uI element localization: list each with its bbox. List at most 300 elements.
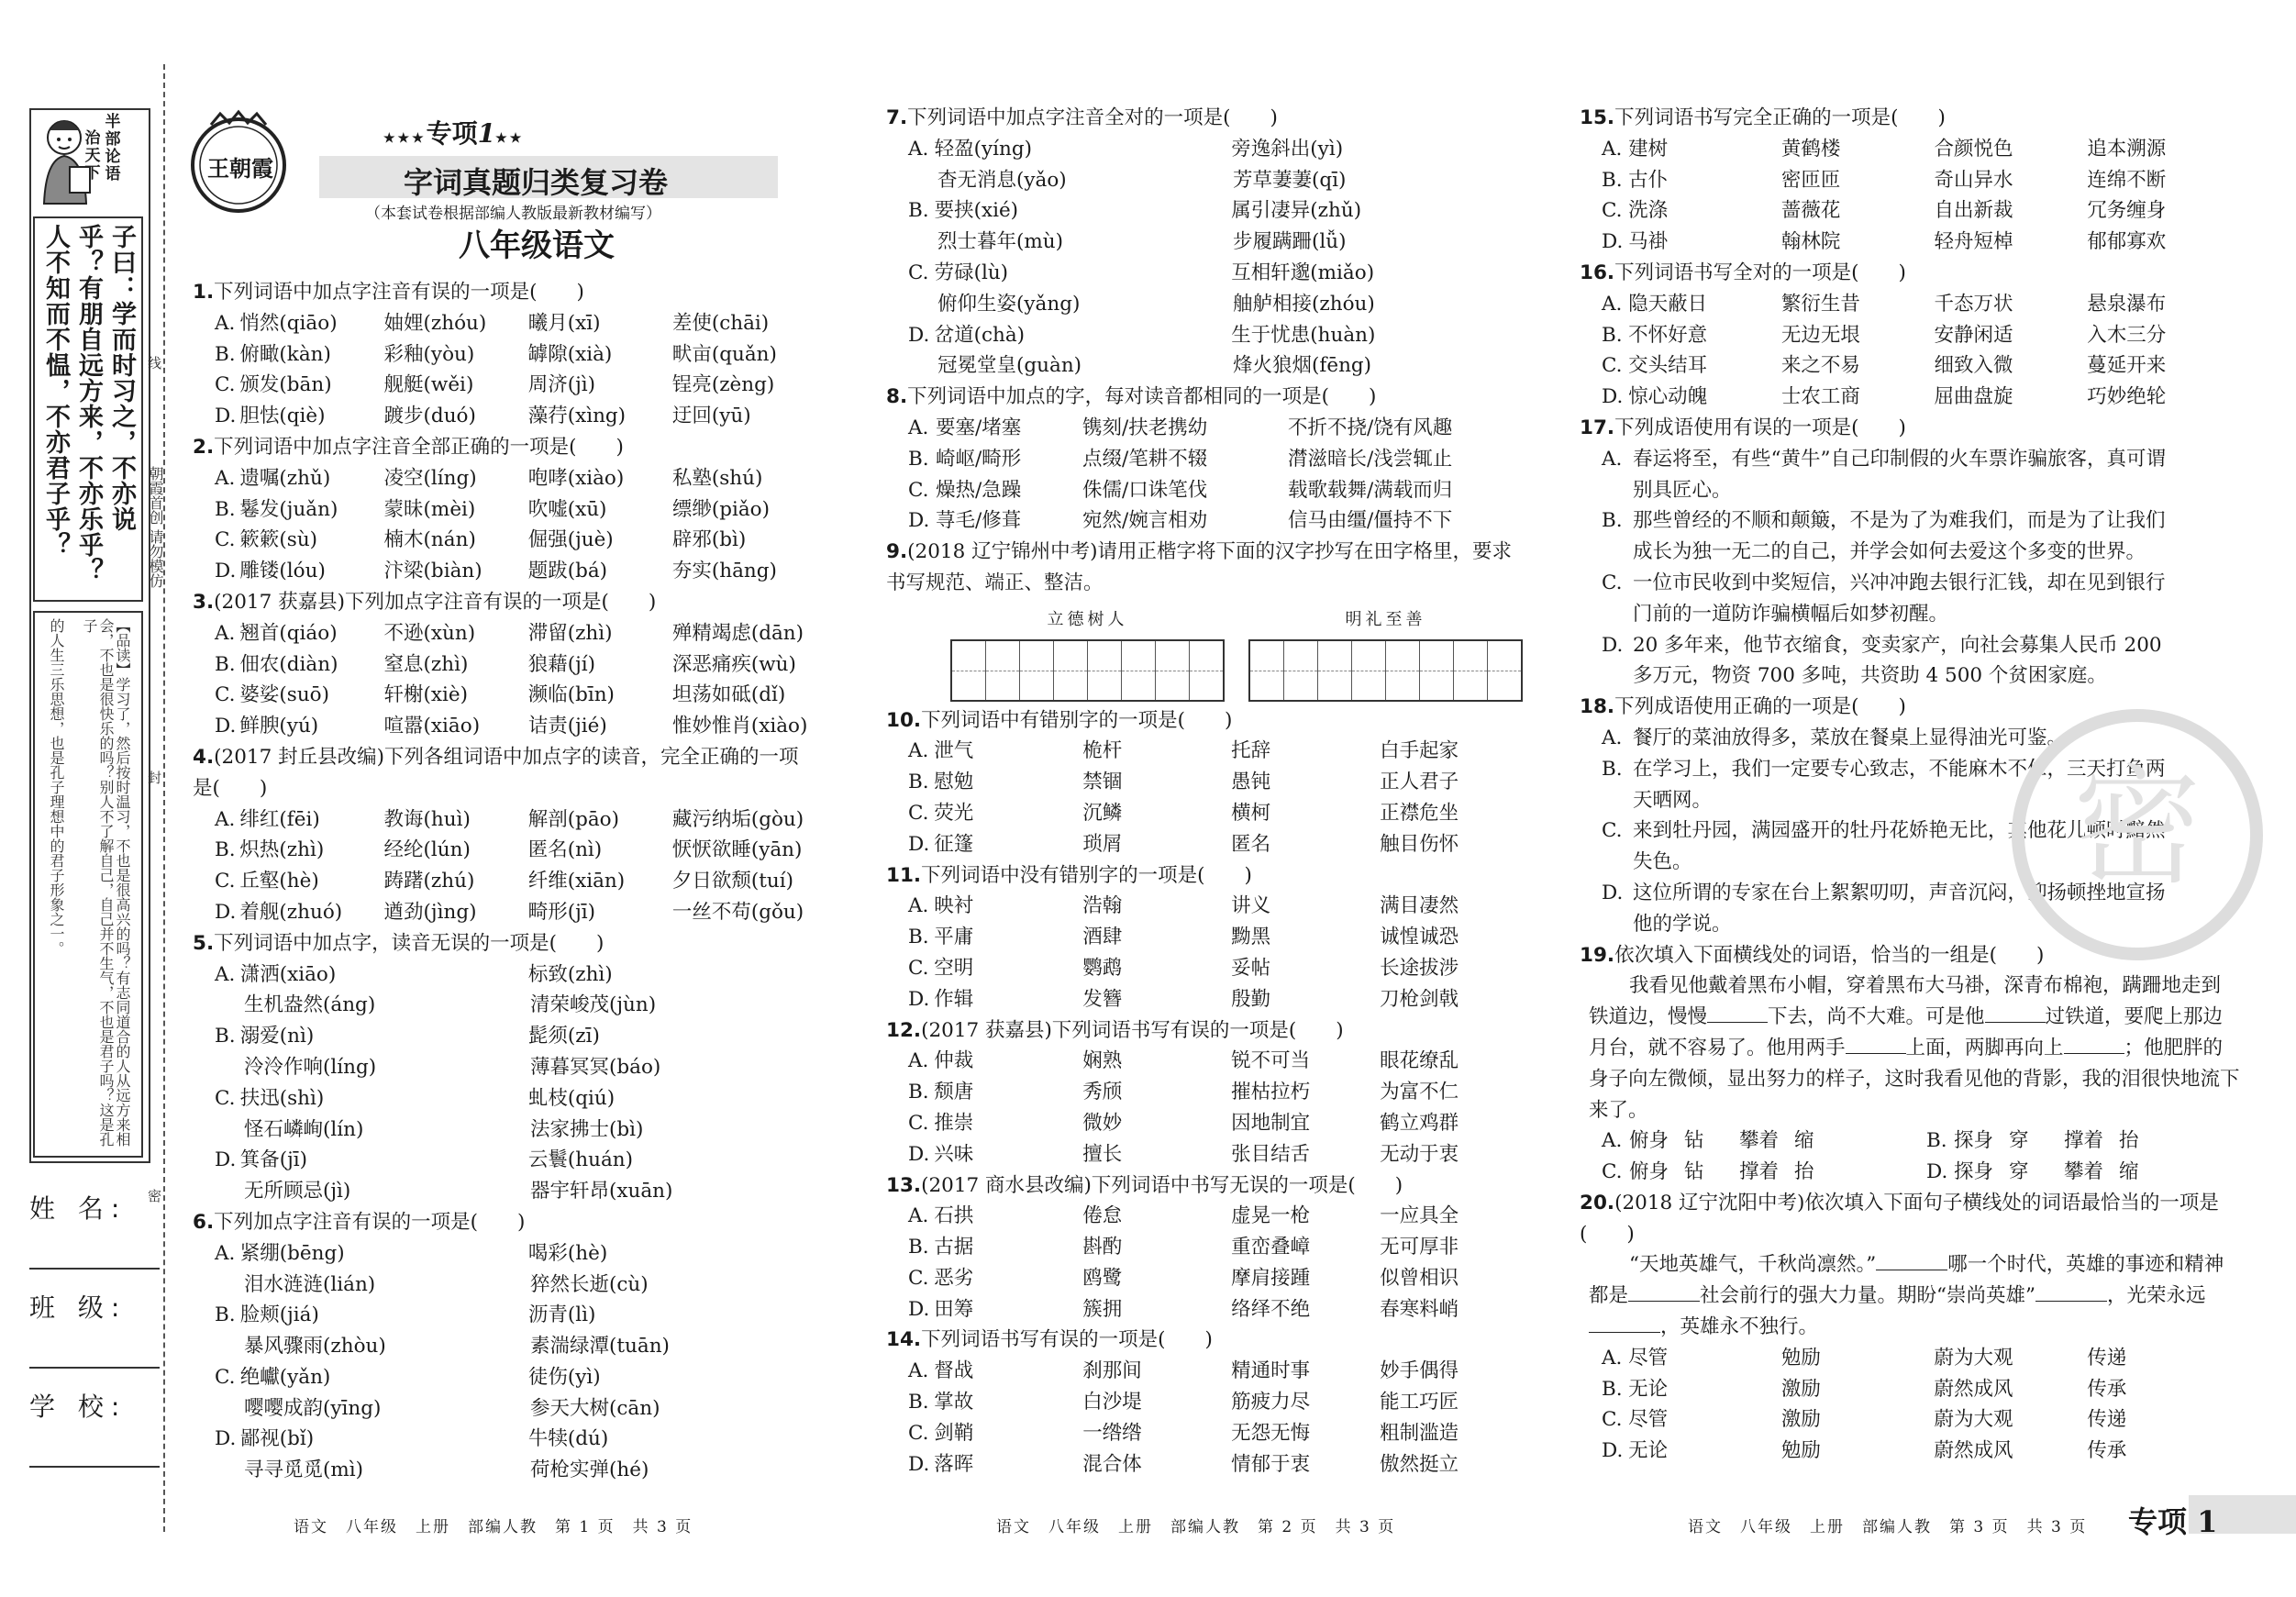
option-letter: D. [215, 1427, 237, 1451]
option-letter: B. [1602, 323, 1623, 347]
option-letter: B. [215, 342, 236, 366]
option-word: 凌空(líng) [383, 466, 477, 490]
option-word: 穿 [2009, 1160, 2029, 1184]
option-word: 撑着 [2064, 1129, 2104, 1153]
name-label: 姓 名: [29, 1193, 128, 1224]
option-word: 张目结舌 [1231, 1142, 1311, 1166]
option-letter: B. [1926, 1129, 1947, 1153]
question-stem [886, 1325, 1528, 1356]
svg-text:密: 密 [2072, 753, 2202, 903]
option-row-continued [193, 1393, 816, 1425]
option-row [193, 835, 816, 866]
option-word: 遗嘱(zhǔ) [239, 466, 331, 490]
option-word: 寻寻觅觅(mì) [244, 1458, 364, 1482]
question [193, 928, 816, 1207]
option-row [193, 804, 816, 836]
option-row-continued [193, 1176, 816, 1207]
option-word: 剑鞘 [934, 1421, 974, 1445]
option-word: 虬枝(qiú) [527, 1086, 616, 1110]
option-word: 丘壑(hè) [239, 870, 319, 893]
passage [1580, 1249, 2240, 1342]
option-letter: A. [215, 1241, 236, 1265]
fill-blank[interactable] [2064, 1037, 2124, 1054]
option-word: 禁锢 [1082, 771, 1123, 794]
option-word: 密匝匝 [1780, 168, 1841, 192]
option-word: 攀着 [2064, 1160, 2104, 1184]
option-word: 奇山异水 [1934, 168, 2013, 192]
option-row [1580, 505, 2240, 568]
fill-blank[interactable] [1985, 1005, 2046, 1023]
option-word: 绯红(fēi) [239, 807, 320, 831]
question-text: 下列词语中加点字，读音无误的一项是( ) [214, 931, 605, 955]
question-stem [193, 1207, 816, 1238]
option-word: 交头结耳 [1628, 354, 1708, 378]
pindu-col-1: 【品读】学习了，然后按时温习，不也是很高兴的吗？有志同道合的人从远方来相 [114, 618, 131, 1147]
option-word: 炽热(zhì) [239, 838, 325, 862]
option-word: 落晖 [934, 1452, 974, 1476]
option-letter: C. [215, 1365, 236, 1389]
tianzige-cell[interactable] [1156, 641, 1190, 700]
tianzige-cell[interactable] [1190, 641, 1223, 700]
option-word: 合颜悦色 [1934, 137, 2013, 161]
school-label: 学 校: [29, 1392, 128, 1422]
option-row [886, 320, 1528, 351]
option-word: 差使(chāi) [671, 311, 770, 335]
option-word: 惊心动魄 [1628, 385, 1708, 409]
tianzige-cell[interactable] [1020, 641, 1054, 700]
option-word: 芳草萋萋(qī) [1233, 168, 1347, 192]
option-row [193, 556, 816, 587]
tianzige-cell[interactable] [986, 641, 1020, 700]
question-number: 2. [193, 435, 215, 459]
option-letter: C. [908, 1266, 929, 1290]
option-word: 标致(zhì) [527, 962, 613, 986]
option-word: 教诲(huì) [383, 807, 471, 831]
option-row-continued [886, 289, 1528, 320]
option-row [1580, 1157, 2240, 1188]
question-number: 6. [193, 1210, 215, 1234]
option-word: 喧嚣(xiāo) [383, 715, 481, 738]
option-word: 殷勤 [1231, 987, 1271, 1011]
option-row [1580, 195, 2240, 227]
question [193, 277, 816, 432]
option-word: 脸颊(jiá) [239, 1303, 319, 1327]
option-word: 空明 [934, 956, 974, 980]
option-word: 妙手偶得 [1380, 1359, 1459, 1383]
passage-text: ；他肥胖的身子向左微倾，显出努力的样子，这时我看见他的背影，我的泪很快地流下来了。 [1589, 1036, 2240, 1122]
option-word: 髭须(zī) [527, 1025, 600, 1048]
option-row [886, 953, 1528, 984]
option-letter: C. [1602, 819, 1623, 843]
option-word: 入木三分 [2087, 323, 2167, 347]
option-letter: A. [215, 962, 236, 986]
question-number: 15. [1580, 106, 1615, 129]
footer-page-3: 语文 八年级 上册 部编人教 第 3 页 共 3 页 [1688, 1518, 2088, 1536]
option-row-continued [193, 990, 816, 1021]
option-word: 尽管 [1628, 1346, 1669, 1370]
tianzige-cell[interactable] [1250, 641, 1284, 700]
option-word: 娴熟 [1082, 1049, 1123, 1073]
tianzige-cell[interactable] [1318, 641, 1352, 700]
option-row-continued [193, 1270, 816, 1301]
option-word: 恶劣 [934, 1266, 974, 1290]
option-word: 簇拥 [1082, 1297, 1123, 1321]
option-row [193, 649, 816, 681]
option-letter: D. [908, 832, 930, 856]
option-word: 缩 [2119, 1160, 2139, 1184]
question-stem [886, 705, 1528, 737]
option-row [886, 1139, 1528, 1170]
question-text: 下列词语中没有错别字的一项是( ) [921, 863, 1252, 887]
option-row-continued [886, 165, 1528, 196]
option-word: 俯瞰(kàn) [239, 342, 331, 366]
option-word: 传递 [2087, 1346, 2127, 1370]
option-word: 傲然挺立 [1380, 1452, 1459, 1476]
tianzige-cell[interactable] [1420, 641, 1454, 700]
option-word: 燥热/急躁 [936, 478, 1022, 502]
option-letter: B. [908, 447, 929, 471]
gutter-char-line: 线 [146, 356, 162, 370]
question-text: (2017 获嘉县)下列加点字注音有误的一项是( ) [214, 590, 657, 614]
option-word: 巧妙绝轮 [2087, 385, 2167, 409]
option-word: 蔚为大观 [1934, 1346, 2013, 1370]
option-word: 鹤立鸡群 [1380, 1111, 1459, 1135]
fill-blank[interactable] [1707, 1005, 1768, 1023]
option-letter: B. [215, 1025, 236, 1048]
option-word: 似曾相识 [1380, 1266, 1459, 1290]
option-word: 藏污纳垢(gòu) [671, 807, 804, 831]
option-word: 俯身 [1629, 1160, 1669, 1184]
option-word: 舰艇(wěi) [383, 373, 474, 397]
option-sentence: 春运将至，有些“黄牛”自己印制假的火车票诈骗旅客，真可谓别具匠心。 [1633, 447, 2166, 502]
option-word: 激励 [1780, 1408, 1821, 1432]
passage-text: 下去，尚不大难。可是他 [1768, 1005, 1985, 1029]
tianzige-cell[interactable] [1088, 641, 1122, 700]
option-row [886, 1418, 1528, 1449]
option-word: 滞留(zhì) [527, 621, 613, 645]
tianzige-cell[interactable] [1386, 641, 1420, 700]
question-stem [193, 587, 816, 618]
option-word: 俯仰生姿(yǎng) [937, 292, 1081, 316]
option-word: 经纶(lún) [383, 838, 471, 862]
question [1580, 413, 2240, 692]
option-letter: D. [1602, 633, 1624, 657]
grade-label: 八年级语文 [459, 227, 615, 264]
option-word: 鹦鹉 [1082, 956, 1123, 980]
option-word: 参天大树(cān) [530, 1396, 660, 1420]
pindu-commentary [33, 611, 143, 1158]
option-word: 解剖(pāo) [527, 807, 619, 831]
option-letter: C. [215, 1086, 236, 1110]
writing-grid [950, 604, 1225, 702]
option-letter: D. [908, 1142, 930, 1166]
question [1580, 103, 2240, 258]
option-letter: B. [908, 1391, 929, 1414]
tianzige-cell[interactable] [1284, 641, 1318, 700]
option-letter: A. [908, 416, 929, 439]
question [886, 1015, 1528, 1170]
option-word: 穿 [2009, 1129, 2029, 1153]
option-row [1580, 568, 2240, 630]
option-word: 悬泉瀑布 [2087, 292, 2167, 316]
question-number: 18. [1580, 695, 1615, 719]
fill-blank[interactable] [1628, 1284, 1700, 1302]
fill-blank[interactable] [1876, 1253, 1947, 1270]
option-word: 微妙 [1082, 1111, 1123, 1135]
option-word: 愚钝 [1231, 771, 1271, 794]
option-word: 尽管 [1628, 1408, 1669, 1432]
option-word: 自出新裁 [1934, 199, 2013, 223]
fill-blank[interactable] [1589, 1315, 1660, 1333]
option-word: 传承 [2087, 1377, 2127, 1401]
option-word: 情郁于衷 [1231, 1452, 1311, 1476]
pindu-col-2: 会，不也是很快乐的吗？别人不了解自己，自己并不生气，不也是君子吗？这是孔子 [81, 618, 115, 1147]
option-word: 殚精竭虑(dān) [671, 621, 804, 645]
student-info [29, 1189, 167, 1486]
option-word: 倔强(juè) [527, 528, 614, 552]
question-text: (2017 封丘县改编)下列各组词语中加点字的读音，完全正确的一项是( ) [193, 745, 799, 800]
option-word: 诘责(jié) [527, 715, 607, 738]
option-word: 田筹 [934, 1297, 974, 1321]
option-word: 屈曲盘旋 [1934, 385, 2013, 409]
option-word: 深恶痛疾(wù) [671, 652, 796, 676]
option-row [1580, 1343, 2240, 1374]
option-word: 夯实(hāng) [671, 560, 777, 583]
question [193, 742, 816, 928]
option-word: 窒息(zhì) [383, 652, 469, 676]
pindu-col-3: 的人生三乐思想，也是孔子理想中的君子形象之一。 [48, 618, 65, 956]
question-text: 依次填入下面横线处的词语，恰当的一组是( ) [1614, 943, 2045, 967]
option-row [886, 258, 1528, 289]
option-word: 步履蹒跚(lǚ) [1233, 230, 1347, 254]
passage-text: 社会前行的强大力量。期盼“崇尚英雄” [1700, 1284, 2036, 1308]
tianzige-cell[interactable] [952, 641, 986, 700]
option-word: 绝巘(yǎn) [239, 1365, 331, 1389]
option-word: 夕日欲颓(tuí) [671, 870, 793, 893]
question-number: 16. [1580, 261, 1615, 284]
option-letter: A. [1602, 137, 1623, 161]
option-word: 来之不易 [1780, 354, 1860, 378]
question-stem [1580, 1188, 2240, 1250]
option-word: 无论 [1628, 1439, 1669, 1463]
option-word: 督战 [934, 1359, 974, 1383]
option-word: 狼藉(jí) [527, 652, 596, 676]
option-word: 士农工商 [1780, 385, 1860, 409]
question-number: 13. [886, 1173, 922, 1197]
tianzige-cell[interactable] [1054, 641, 1088, 700]
option-row [1580, 165, 2240, 196]
option-word: 酒肆 [1082, 926, 1123, 949]
option-word: 簌簌(sù) [239, 528, 318, 552]
banner-col-1: 半 部 论 语 [105, 113, 121, 183]
option-word: 鲜腴(yú) [239, 715, 319, 738]
option-row [1580, 227, 2240, 258]
question-stem [886, 1170, 1528, 1202]
option-word: 黝黑 [1231, 926, 1271, 949]
option-letter: D. [908, 1452, 930, 1476]
option-word: 潸滋暗长/浅尝辄止 [1288, 447, 1453, 471]
option-word: 咆哮(xiào) [527, 466, 625, 490]
question [193, 587, 816, 742]
option-row [886, 505, 1528, 537]
question [1580, 1188, 2240, 1467]
option-row [1580, 350, 2240, 382]
question-stem [886, 382, 1528, 413]
option-word: 抬 [1794, 1160, 1814, 1184]
option-word: 兴味 [934, 1142, 974, 1166]
option-word: 云鬟(huán) [527, 1148, 633, 1172]
question-stem [193, 742, 816, 804]
question-number: 20. [1580, 1191, 1615, 1214]
option-word: 无可厚非 [1380, 1236, 1459, 1259]
option-word: 讲义 [1231, 894, 1271, 918]
option-word: 满目凄然 [1380, 894, 1459, 918]
question-number: 7. [886, 106, 908, 129]
passage-text: 上面，两脚再向上 [1905, 1036, 2064, 1059]
option-letter: C. [215, 528, 236, 552]
question-text: (2018 辽宁锦州中考)请用正楷字将下面的汉字抄写在田字格里，要求书写规范、端正、整洁。 [886, 540, 1512, 594]
option-row [1580, 1126, 2240, 1157]
option-letter: B. [215, 1303, 236, 1327]
option-letter: D. [908, 509, 930, 533]
option-word: 婆娑(suō) [239, 683, 330, 707]
option-word: 信马由缰/僵持不下 [1288, 509, 1453, 533]
binding-line [163, 64, 165, 1532]
option-letter: B. [215, 652, 236, 676]
option-word: 勉励 [1780, 1439, 1821, 1463]
option-letter: A. [1602, 726, 1623, 749]
spacer [1849, 1126, 1904, 1157]
question-text: 下列成语使用有误的一项是( ) [1614, 416, 1906, 439]
option-word: 无边无垠 [1780, 323, 1860, 347]
option-word: 恹恹欲睡(yān) [671, 838, 803, 862]
option-word: 传承 [2087, 1439, 2127, 1463]
option-word: 悄然(qiāo) [239, 311, 338, 335]
question [886, 1325, 1528, 1480]
tianzige-cell[interactable] [1352, 641, 1386, 700]
option-row [1580, 320, 2240, 351]
class-field[interactable] [29, 1288, 167, 1387]
tianzige-cell[interactable] [1454, 641, 1488, 700]
option-word: 潇洒(xiāo) [239, 962, 337, 986]
fill-blank[interactable] [2035, 1284, 2107, 1302]
fill-blank[interactable] [1846, 1037, 1906, 1054]
option-word: 清荣峻茂(jùn) [530, 993, 657, 1017]
quote-col-2: 乎？有朋自远方来，不亦乐乎？ [74, 224, 103, 583]
question [886, 103, 1528, 382]
option-word: 勉励 [1780, 1346, 1821, 1370]
option-word: 俯身 [1629, 1129, 1669, 1153]
spacer [2174, 1157, 2229, 1188]
option-word: 攀着 [1739, 1129, 1780, 1153]
option-word: 曦月(xī) [527, 311, 601, 335]
option-word: 桅杆 [1082, 739, 1123, 763]
option-word: 映衬 [934, 894, 974, 918]
option-word: 泄气 [934, 739, 974, 763]
option-row [193, 959, 816, 991]
option-word: 颓唐 [934, 1081, 974, 1104]
option-word: 喝彩(hè) [527, 1241, 608, 1265]
question-text: 下列词语中加点字注音有误的一项是( ) [214, 281, 584, 304]
name-field[interactable] [29, 1189, 167, 1288]
option-row [886, 798, 1528, 829]
quote-col-3: 人不知而不愠，不亦君子乎？ [41, 224, 70, 558]
option-letter: B. [215, 838, 236, 862]
option-letter: B. [908, 199, 929, 223]
option-letter: D. [215, 1148, 237, 1172]
question-number: 4. [193, 745, 215, 769]
question-text: 下列词语书写全对的一项是( ) [1614, 261, 1906, 284]
page-title: 字词真题归类复习卷 [404, 165, 669, 200]
option-row-continued [193, 1455, 816, 1486]
option-word: 罅隙(xià) [527, 342, 613, 366]
passage-text: ，英雄永不独行。 [1660, 1315, 1819, 1339]
topic-chip: ★★★专项1★★ [383, 118, 525, 149]
school-field[interactable] [29, 1387, 167, 1486]
option-letter: A. [215, 311, 236, 335]
option-word: 雕镂(lóu) [239, 560, 326, 583]
option-word: 无怨无悔 [1231, 1421, 1311, 1445]
option-word: 缥缈(piǎo) [671, 497, 771, 521]
option-word: 镌刻/扶老携幼 [1082, 416, 1208, 439]
question-text: 下列词语中加点的字，每对读音都相同的一项是( ) [907, 385, 1377, 409]
option-row-continued [886, 350, 1528, 382]
option-row [886, 1449, 1528, 1481]
question-number: 19. [1580, 943, 1615, 967]
passage [1580, 970, 2240, 1126]
option-letter: C. [908, 801, 929, 825]
quote-col-1: 子曰：学而时习之，不亦说 [107, 224, 136, 532]
passage-text: ，光荣永远 [2107, 1284, 2206, 1308]
option-word: 春寒料峭 [1380, 1297, 1459, 1321]
grid-cells [950, 639, 1225, 702]
tianzige-cell[interactable] [1488, 641, 1521, 700]
tianzige-cell[interactable] [1122, 641, 1156, 700]
option-row [1580, 1374, 2240, 1405]
option-word: 泠泠作响(líng) [244, 1055, 377, 1079]
option-word: 徒伤(yì) [527, 1365, 601, 1389]
option-word: 岔道(chà) [934, 323, 1026, 347]
question [886, 382, 1528, 537]
option-word: 能工巧匠 [1380, 1391, 1459, 1414]
option-word: 探身 [1954, 1129, 1994, 1153]
option-row [886, 1263, 1528, 1294]
option-row [886, 1232, 1528, 1263]
option-word: 扶迅(shì) [239, 1086, 325, 1110]
option-word: 无动于衷 [1380, 1142, 1459, 1166]
option-word: 探身 [1954, 1160, 1994, 1184]
option-letter: C. [908, 1421, 929, 1445]
option-row [886, 413, 1528, 444]
option-row [1580, 444, 2240, 506]
option-word: 冠冕堂皇(guàn) [937, 354, 1082, 378]
question-stem [193, 277, 816, 308]
option-word: 楠木(nán) [383, 528, 476, 552]
question-text: 下列词语中有错别字的一项是( ) [921, 708, 1233, 732]
option-word: 沥青(lì) [527, 1303, 596, 1327]
option-letter: A. [908, 1359, 929, 1383]
option-letter: A. [1602, 1346, 1623, 1370]
option-word: 侏儒/口诛笔伐 [1082, 478, 1208, 502]
option-word: 繁衍生昔 [1780, 292, 1860, 316]
question [886, 705, 1528, 860]
option-word: 抬 [2119, 1129, 2139, 1153]
option-word: 郁郁寡欢 [2087, 230, 2167, 254]
option-letter: C. [908, 956, 929, 980]
option-word: 紧绷(bēng) [239, 1241, 345, 1265]
option-letter: B. [215, 497, 236, 521]
spacer [2174, 1126, 2229, 1157]
